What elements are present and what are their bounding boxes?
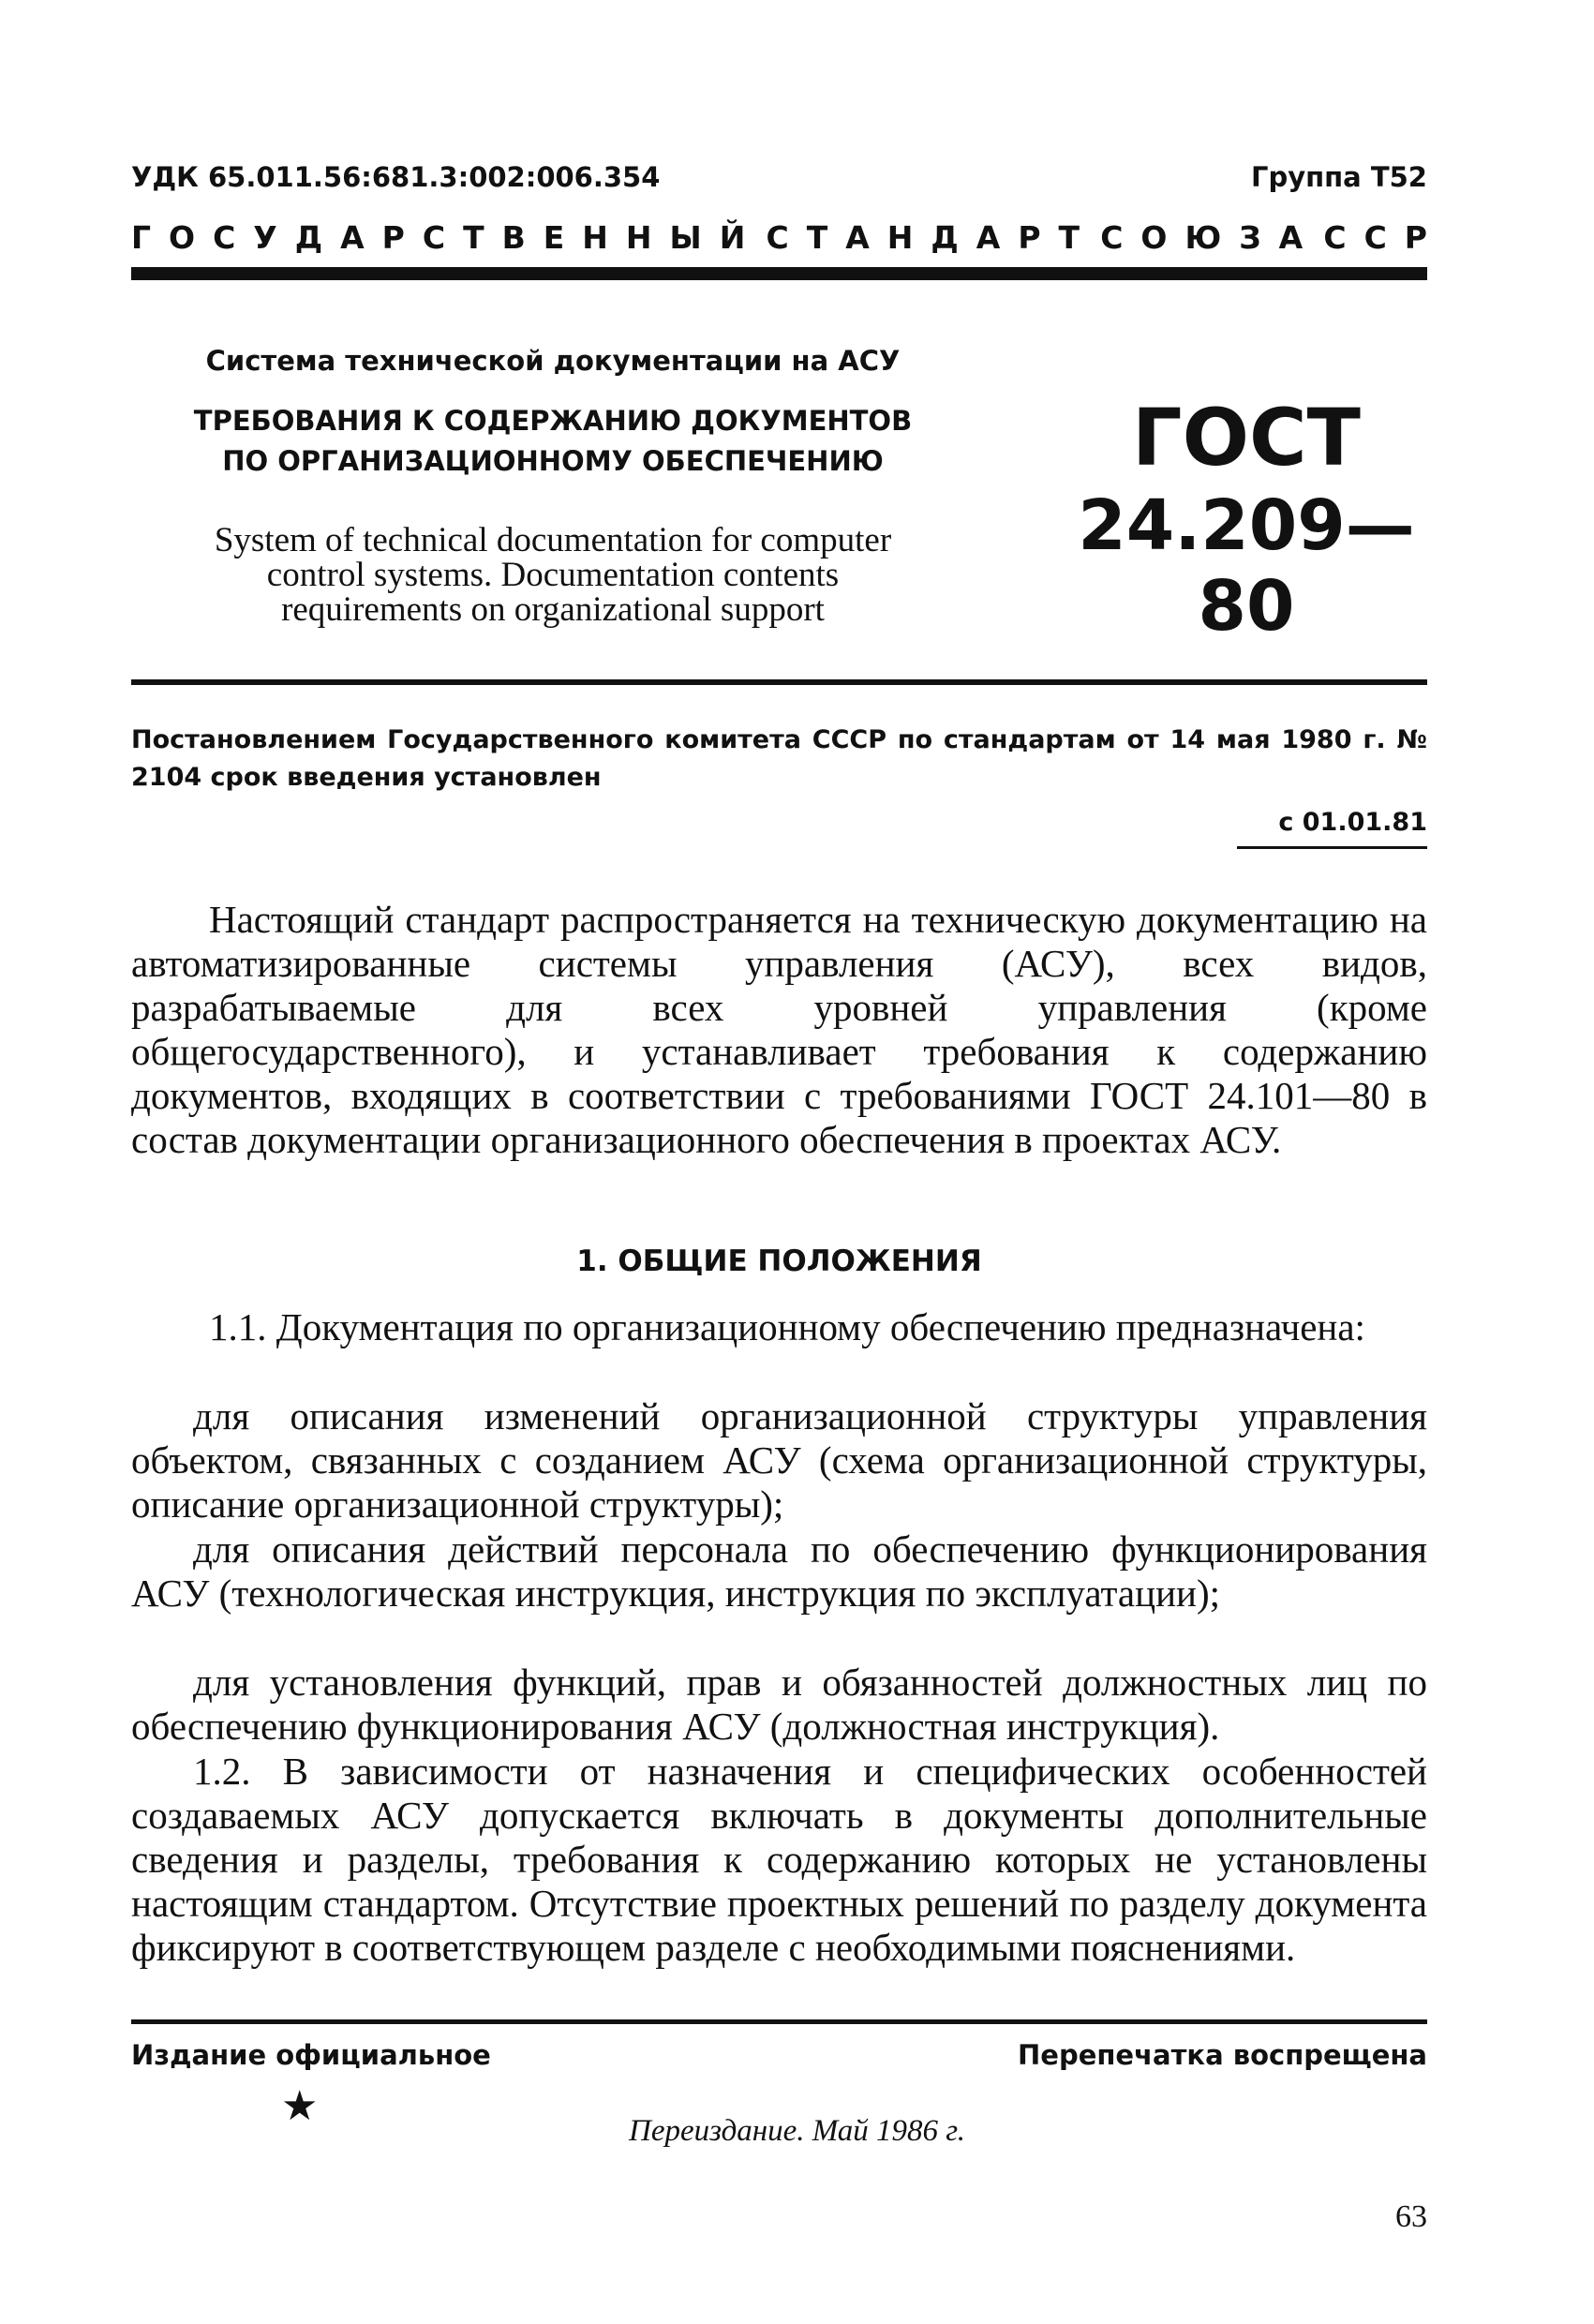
clause-1-1: 1.1. Документация по организационному обеспечению предназначена:	[209, 1305, 1365, 1348]
effective-date: с 01.01.81	[1278, 808, 1427, 837]
list-item: для установления функций, прав и обязанностей должностных лиц по обеспечению функционирования АСУ (должностная инструкция).	[131, 1661, 1427, 1748]
footer-rule	[131, 2019, 1427, 2024]
page-number: 63	[1395, 2199, 1427, 2234]
english-title-line: control systems. Documentation contents	[266, 556, 840, 594]
system-title: Система технической документации на АСУ	[205, 345, 901, 377]
state-standard-heading	[131, 219, 1445, 256]
effective-date-rule	[1237, 846, 1427, 849]
decree-text: Постановлением Государственного комитета СССР по стандартам от 14 мая 1980 г. № 2104 срок введения установлен	[131, 725, 1427, 792]
intro-paragraph: Настоящий стандарт распространяется на техническую документацию на автоматизированные системы управления (АСУ), всех видов, разрабатываемые для всех уровней управления (кроме общегосударственного), и устанавливает требования к содержанию документов, входящих в соответствии с требованиями ГОСТ 24.101—80 в состав документации организационного обеспечения в проектах АСУ.	[131, 898, 1427, 1161]
state-standard-word: ГОСУДАРСТВЕННЫЙ	[131, 219, 764, 256]
document-title	[131, 401, 975, 482]
clause-1-2: 1.2. В зависимости от назначения и специфических особенностей создаваемых АСУ допускается включать в документы дополнительные сведения и разделы, требования к содержанию которых не установлены настоящим стандартом. Отсутствие проектных решений по разделу документа фиксируют в соответствующем разделе с необходимыми пояснениями.	[131, 1750, 1427, 1969]
group-code: Группа Т52	[1250, 161, 1427, 193]
gost-label: ГОСТ	[1132, 392, 1361, 484]
title-line: ТРЕБОВАНИЯ К СОДЕРЖАНИЮ ДОКУМЕНТОВ	[193, 405, 913, 437]
header-rule	[131, 267, 1427, 280]
state-standard-word: СОЮЗА	[1100, 219, 1321, 256]
reprint-notice: Перепечатка воспрещена	[1018, 2039, 1427, 2071]
state-standard-word: СТАНДАРТ	[766, 219, 1098, 256]
list-item: для описания изменений организационной структуры управления объектом, связанных с созданием АСУ (схема организационной структуры, описание организационной структуры);	[131, 1394, 1427, 1526]
star-icon: ★	[281, 2083, 319, 2129]
section-heading: 1. ОБЩИЕ ПОЛОЖЕНИЯ	[576, 1244, 982, 1278]
udk-code: УДК 65.011.56:681.3:002:006.354	[131, 161, 661, 193]
list-item: для описания действий персонала по обеспечению функционирования АСУ (технологическая инструкция, инструкция по эксплуатации);	[131, 1527, 1427, 1615]
title-line: ПО ОРГАНИЗАЦИОННОМУ ОБЕСПЕЧЕНИЮ	[222, 445, 884, 477]
gost-number: 24.209—80	[1078, 485, 1415, 647]
english-title	[131, 523, 975, 627]
state-standard-word: ССР	[1323, 219, 1445, 256]
title-rule	[131, 679, 1427, 685]
reissue-note: Переиздание. Май 1986 г.	[629, 2114, 965, 2148]
edition-label: Издание официальное	[131, 2039, 491, 2071]
english-title-line: System of technical documentation for computer	[214, 521, 892, 559]
english-title-line: requirements on organizational support	[281, 590, 825, 629]
